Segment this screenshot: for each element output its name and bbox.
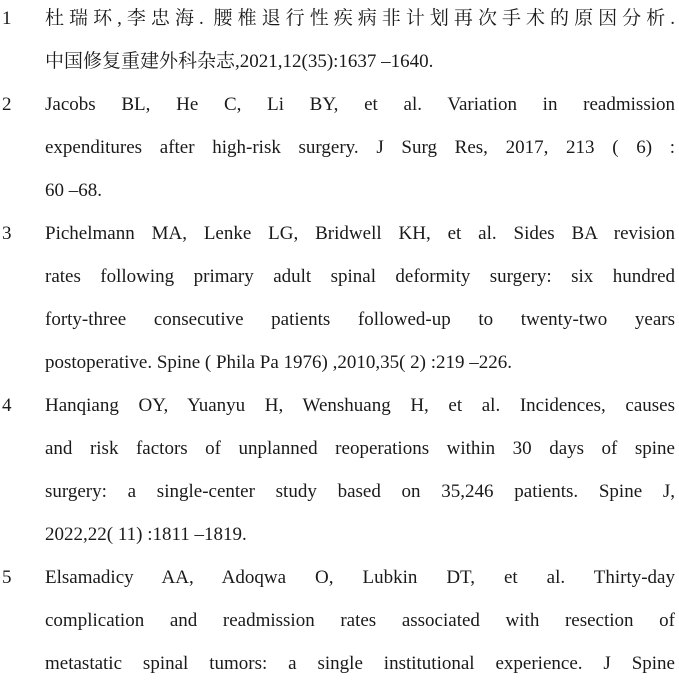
reference-item bbox=[0, 212, 679, 384]
reference-line: Jacobs BL, He C, Li BY, et al. Variation in readmission bbox=[45, 94, 675, 115]
reference-line: 2022,22( 11) :1811 –1819. bbox=[45, 524, 247, 545]
reference-line: Pichelmann MA, Lenke LG, Bridwell KH, et al. Sides BA revision bbox=[45, 223, 675, 244]
reference-line: 中国修复重建外科杂志,2021,12(35):1637 –1640. bbox=[45, 51, 434, 72]
reference-item bbox=[0, 0, 679, 83]
reference-number: 3 bbox=[2, 223, 12, 244]
reference-number: 4 bbox=[2, 395, 12, 416]
reference-line: 杜瑞环,李忠海. 腰椎退行性疾病非计划再次手术的原因分析. bbox=[45, 8, 675, 29]
reference-item bbox=[0, 83, 679, 212]
reference-line: Elsamadicy AA, Adoqwa O, Lubkin DT, et al. Thirty-day bbox=[45, 567, 675, 588]
reference-number: 1 bbox=[2, 8, 12, 29]
reference-text bbox=[45, 0, 675, 83]
reference-line: 60 –68. bbox=[45, 180, 102, 201]
reference-line: metastatic spinal tumors: a single institutional experience. J Spine bbox=[45, 653, 675, 674]
reference-text bbox=[45, 83, 675, 212]
reference-text bbox=[45, 556, 675, 685]
reference-item bbox=[0, 384, 679, 556]
reference-number: 2 bbox=[2, 94, 12, 115]
reference-line: expenditures after high-risk surgery. J Surg Res, 2017, 213 ( 6) : bbox=[45, 137, 675, 158]
reference-line: and risk factors of unplanned reoperations within 30 days of spine bbox=[45, 438, 675, 459]
reference-item bbox=[0, 556, 679, 685]
reference-line: Hanqiang OY, Yuanyu H, Wenshuang H, et al. Incidences, causes bbox=[45, 395, 675, 416]
reference-text bbox=[45, 384, 675, 556]
reference-line: surgery: a single-center study based on 35,246 patients. Spine J, bbox=[45, 481, 675, 502]
reference-text bbox=[45, 212, 675, 384]
reference-line: complication and readmission rates associated with resection of bbox=[45, 610, 675, 631]
reference-number: 5 bbox=[2, 567, 12, 588]
reference-line: forty-three consecutive patients followed-up to twenty-two years bbox=[45, 309, 675, 330]
reference-line: rates following primary adult spinal deformity surgery: six hundred bbox=[45, 266, 675, 287]
reference-line: postoperative. Spine ( Phila Pa 1976) ,2010,35( 2) :219 –226. bbox=[45, 352, 513, 373]
